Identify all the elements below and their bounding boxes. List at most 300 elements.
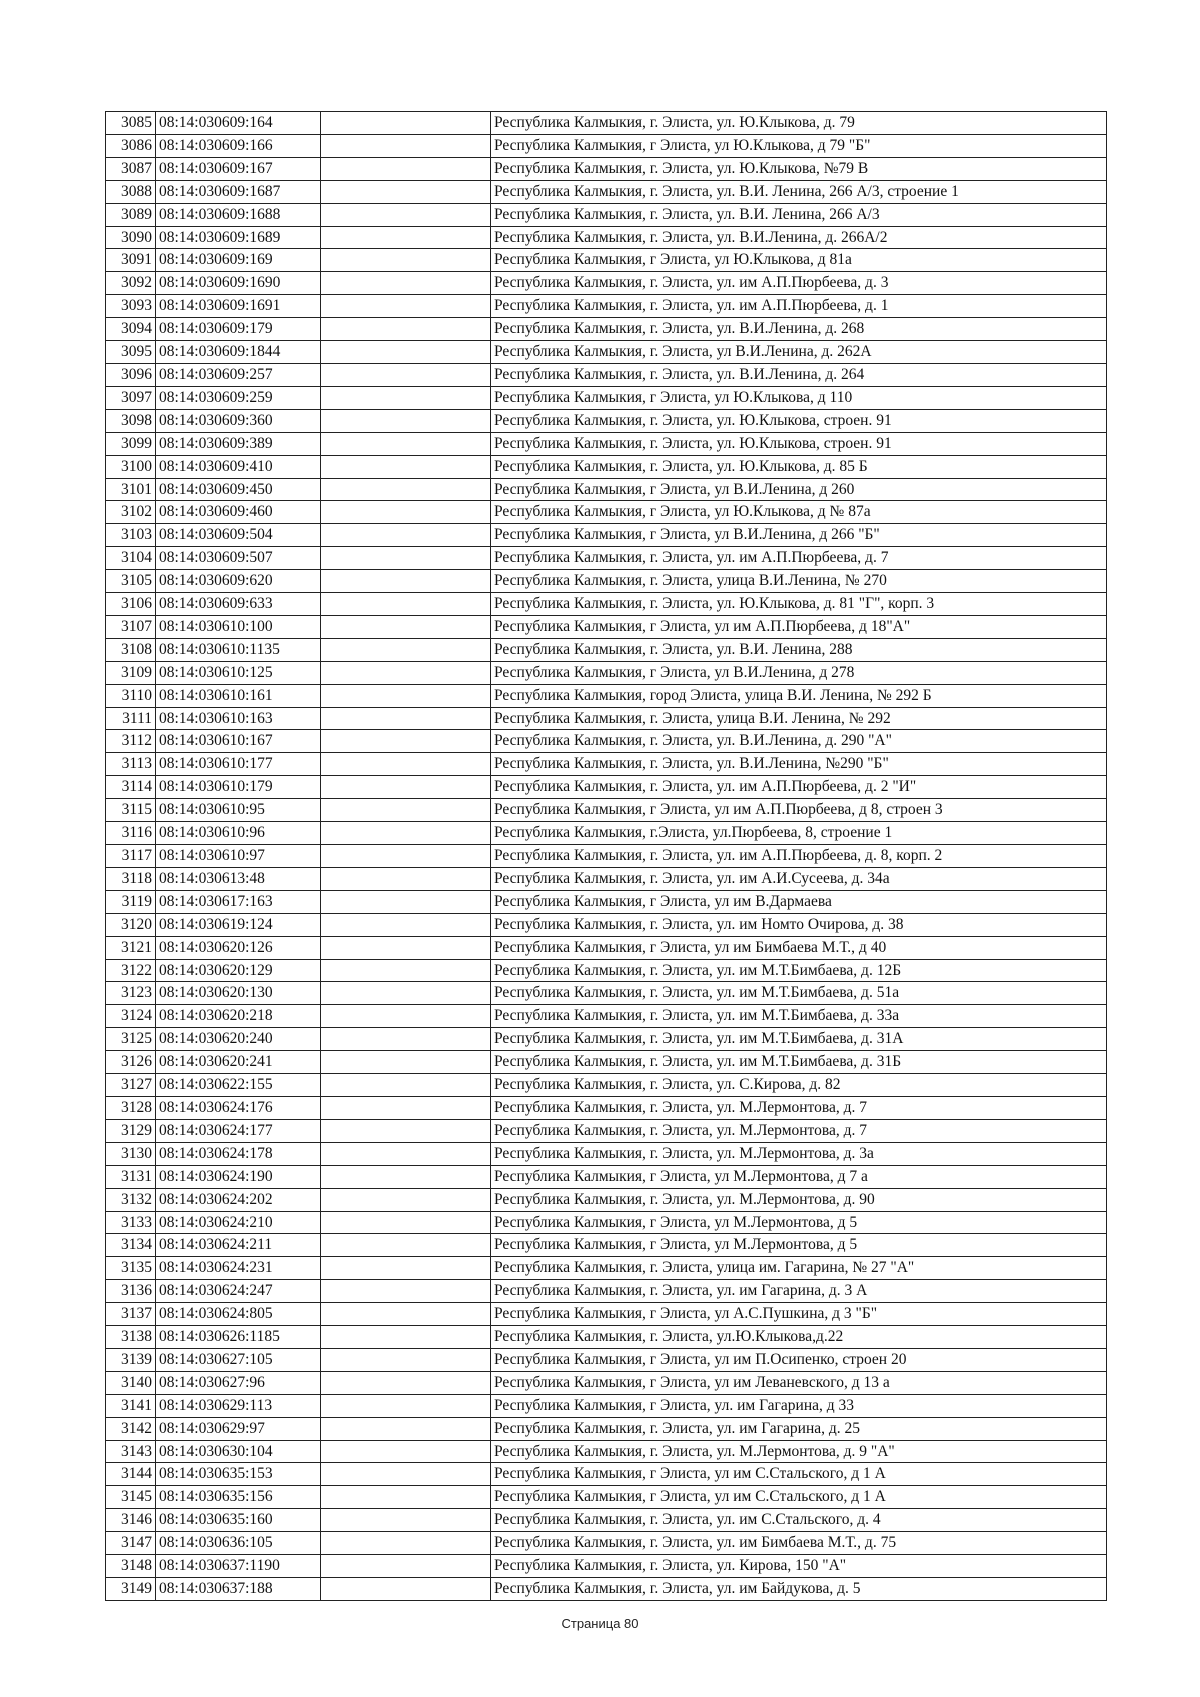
empty-cell — [321, 272, 491, 295]
address-cell: Республика Калмыкия, г Элиста, ул им С.Стальского, д 1 А — [491, 1486, 1107, 1509]
table-row — [106, 1578, 1107, 1601]
empty-cell — [321, 1417, 491, 1440]
empty-cell — [321, 203, 491, 226]
empty-cell — [321, 1028, 491, 1051]
empty-cell — [321, 432, 491, 455]
cadastral-number-cell: 08:14:030610:177 — [156, 753, 321, 776]
empty-cell — [321, 890, 491, 913]
empty-cell — [321, 799, 491, 822]
table-row — [106, 1463, 1107, 1486]
empty-cell — [321, 501, 491, 524]
row-number-cell: 3097 — [106, 386, 156, 409]
cadastral-number-cell: 08:14:030609:169 — [156, 249, 321, 272]
cadastral-number-cell: 08:14:030609:257 — [156, 363, 321, 386]
table-row — [106, 615, 1107, 638]
address-cell: Республика Калмыкия, г. Элиста, ул. В.И.Ленина, д. 264 — [491, 363, 1107, 386]
empty-cell — [321, 341, 491, 364]
table-row — [106, 455, 1107, 478]
address-cell: Республика Калмыкия, г Элиста, ул М.Лермонтова, д 7 а — [491, 1165, 1107, 1188]
empty-cell — [321, 1440, 491, 1463]
empty-cell — [321, 753, 491, 776]
empty-cell — [321, 1051, 491, 1074]
table-row — [106, 112, 1107, 135]
address-cell: Республика Калмыкия, г Элиста, ул. им Гагарина, д 33 — [491, 1394, 1107, 1417]
address-cell: Республика Калмыкия, г.Элиста, ул.Пюрбеева, 8, строение 1 — [491, 822, 1107, 845]
row-number-cell: 3120 — [106, 913, 156, 936]
row-number-cell: 3088 — [106, 180, 156, 203]
table-row — [106, 1509, 1107, 1532]
address-cell: Республика Калмыкия, г. Элиста, ул. им Номто Очирова, д. 38 — [491, 913, 1107, 936]
cadastral-number-cell: 08:14:030609:620 — [156, 570, 321, 593]
row-number-cell: 3133 — [106, 1211, 156, 1234]
table-row — [106, 272, 1107, 295]
empty-cell — [321, 318, 491, 341]
table-row — [106, 1486, 1107, 1509]
cadastral-number-cell: 08:14:030622:155 — [156, 1074, 321, 1097]
cadastral-number-cell: 08:14:030609:1691 — [156, 295, 321, 318]
row-number-cell: 3137 — [106, 1303, 156, 1326]
row-number-cell: 3129 — [106, 1119, 156, 1142]
cadastral-number-cell: 08:14:030609:166 — [156, 134, 321, 157]
cadastral-number-cell: 08:14:030610:97 — [156, 845, 321, 868]
empty-cell — [321, 959, 491, 982]
empty-cell — [321, 1463, 491, 1486]
table-row — [106, 684, 1107, 707]
address-cell: Республика Калмыкия, г Элиста, ул им П.Осипенко, строен 20 — [491, 1348, 1107, 1371]
table-row — [106, 1211, 1107, 1234]
row-number-cell: 3099 — [106, 432, 156, 455]
address-cell: Республика Калмыкия, г Элиста, ул В.И.Ленина, д 260 — [491, 478, 1107, 501]
empty-cell — [321, 1326, 491, 1349]
row-number-cell: 3121 — [106, 936, 156, 959]
address-cell: Республика Калмыкия, г. Элиста, ул. им М.Т.Бимбаева, д. 33а — [491, 1005, 1107, 1028]
empty-cell — [321, 1211, 491, 1234]
address-cell: Республика Калмыкия, г. Элиста, ул. им Гагарина, д. 25 — [491, 1417, 1107, 1440]
address-cell: Республика Калмыкия, г. Элиста, ул. им С.Стальского, д. 4 — [491, 1509, 1107, 1532]
row-number-cell: 3090 — [106, 226, 156, 249]
address-cell: Республика Калмыкия, г. Элиста, ул. Ю.Клыкова, строен. 91 — [491, 432, 1107, 455]
table-row — [106, 661, 1107, 684]
address-cell: Республика Калмыкия, г. Элиста, улица им. Гагарина, № 27 "А" — [491, 1257, 1107, 1280]
cadastral-number-cell: 08:14:030624:210 — [156, 1211, 321, 1234]
cadastral-number-cell: 08:14:030636:105 — [156, 1532, 321, 1555]
cadastral-number-cell: 08:14:030637:188 — [156, 1578, 321, 1601]
address-cell: Республика Калмыкия, г Элиста, ул им С.Стальского, д 1 А — [491, 1463, 1107, 1486]
table-row — [106, 1165, 1107, 1188]
row-number-cell: 3102 — [106, 501, 156, 524]
row-number-cell: 3149 — [106, 1578, 156, 1601]
row-number-cell: 3143 — [106, 1440, 156, 1463]
table-row — [106, 776, 1107, 799]
cadastral-number-cell: 08:14:030609:1688 — [156, 203, 321, 226]
cadastral-number-cell: 08:14:030619:124 — [156, 913, 321, 936]
table-row — [106, 547, 1107, 570]
table-row — [106, 1371, 1107, 1394]
table-row — [106, 799, 1107, 822]
cadastral-number-cell: 08:14:030635:153 — [156, 1463, 321, 1486]
row-number-cell: 3128 — [106, 1096, 156, 1119]
row-number-cell: 3130 — [106, 1142, 156, 1165]
empty-cell — [321, 478, 491, 501]
empty-cell — [321, 1348, 491, 1371]
address-cell: Республика Калмыкия, г Элиста, ул В.И.Ленина, д 278 — [491, 661, 1107, 684]
address-cell: Республика Калмыкия, г. Элиста, ул В.И.Ленина, д. 262А — [491, 341, 1107, 364]
cadastral-number-cell: 08:14:030609:164 — [156, 112, 321, 135]
empty-cell — [321, 936, 491, 959]
address-cell: Республика Калмыкия, г. Элиста, ул. им М.Т.Бимбаева, д. 31Б — [491, 1051, 1107, 1074]
row-number-cell: 3139 — [106, 1348, 156, 1371]
row-number-cell: 3103 — [106, 524, 156, 547]
row-number-cell: 3134 — [106, 1234, 156, 1257]
row-number-cell: 3110 — [106, 684, 156, 707]
cadastral-number-cell: 08:14:030609:507 — [156, 547, 321, 570]
table-row — [106, 867, 1107, 890]
cadastral-number-cell: 08:14:030635:160 — [156, 1509, 321, 1532]
table-row — [106, 409, 1107, 432]
row-number-cell: 3116 — [106, 822, 156, 845]
table-row — [106, 753, 1107, 776]
cadastral-number-cell: 08:14:030610:100 — [156, 615, 321, 638]
cadastral-number-cell: 08:14:030609:633 — [156, 593, 321, 616]
table-row — [106, 1532, 1107, 1555]
address-cell: Республика Калмыкия, г. Элиста, ул. им М.Т.Бимбаева, д. 31А — [491, 1028, 1107, 1051]
cadastral-number-cell: 08:14:030629:97 — [156, 1417, 321, 1440]
cadastral-number-cell: 08:14:030613:48 — [156, 867, 321, 890]
table-row — [106, 157, 1107, 180]
row-number-cell: 3125 — [106, 1028, 156, 1051]
row-number-cell: 3094 — [106, 318, 156, 341]
empty-cell — [321, 913, 491, 936]
empty-cell — [321, 593, 491, 616]
row-number-cell: 3141 — [106, 1394, 156, 1417]
empty-cell — [321, 1188, 491, 1211]
cadastral-number-cell: 08:14:030624:805 — [156, 1303, 321, 1326]
address-cell: Республика Калмыкия, г. Элиста, ул. им А.П.Пюрбеева, д. 8, корп. 2 — [491, 845, 1107, 868]
cadastral-number-cell: 08:14:030609:460 — [156, 501, 321, 524]
cadastral-number-cell: 08:14:030627:105 — [156, 1348, 321, 1371]
empty-cell — [321, 845, 491, 868]
row-number-cell: 3113 — [106, 753, 156, 776]
table-row — [106, 180, 1107, 203]
empty-cell — [321, 1578, 491, 1601]
empty-cell — [321, 1555, 491, 1578]
row-number-cell: 3112 — [106, 730, 156, 753]
row-number-cell: 3096 — [106, 363, 156, 386]
row-number-cell: 3117 — [106, 845, 156, 868]
address-cell: Республика Калмыкия, г. Элиста, улица В.И.Ленина, № 270 — [491, 570, 1107, 593]
table-row — [106, 432, 1107, 455]
cadastral-number-cell: 08:14:030635:156 — [156, 1486, 321, 1509]
row-number-cell: 3115 — [106, 799, 156, 822]
cadastral-number-cell: 08:14:030624:177 — [156, 1119, 321, 1142]
address-cell: Республика Калмыкия, г. Элиста, ул. им А.П.Пюрбеева, д. 7 — [491, 547, 1107, 570]
table-row — [106, 249, 1107, 272]
table-row — [106, 1028, 1107, 1051]
table-row — [106, 1257, 1107, 1280]
address-cell: Республика Калмыкия, г. Элиста, ул. Ю.Клыкова, строен. 91 — [491, 409, 1107, 432]
cadastral-number-cell: 08:14:030610:95 — [156, 799, 321, 822]
table-row — [106, 707, 1107, 730]
empty-cell — [321, 1394, 491, 1417]
table-row — [106, 1234, 1107, 1257]
address-cell: Республика Калмыкия, г. Элиста, ул. В.И.Ленина, д. 266А/2 — [491, 226, 1107, 249]
cadastral-number-cell: 08:14:030609:1844 — [156, 341, 321, 364]
empty-cell — [321, 1005, 491, 1028]
table-row — [106, 1394, 1107, 1417]
row-number-cell: 3118 — [106, 867, 156, 890]
row-number-cell: 3142 — [106, 1417, 156, 1440]
row-number-cell: 3086 — [106, 134, 156, 157]
address-cell: Республика Калмыкия, г Элиста, ул А.С.Пушкина, д 3 "Б" — [491, 1303, 1107, 1326]
table-row — [106, 1555, 1107, 1578]
cadastral-number-cell: 08:14:030637:1190 — [156, 1555, 321, 1578]
cadastral-number-cell: 08:14:030620:126 — [156, 936, 321, 959]
table-row — [106, 1005, 1107, 1028]
empty-cell — [321, 1509, 491, 1532]
cadastral-number-cell: 08:14:030609:179 — [156, 318, 321, 341]
empty-cell — [321, 867, 491, 890]
empty-cell — [321, 1074, 491, 1097]
address-cell: Республика Калмыкия, г Элиста, ул М.Лермонтова, д 5 — [491, 1234, 1107, 1257]
address-cell: Республика Калмыкия, г Элиста, ул им В.Дармаева — [491, 890, 1107, 913]
address-cell: Республика Калмыкия, г Элиста, ул Ю.Клыкова, д 81а — [491, 249, 1107, 272]
table-row — [106, 845, 1107, 868]
empty-cell — [321, 684, 491, 707]
table-row — [106, 501, 1107, 524]
empty-cell — [321, 615, 491, 638]
empty-cell — [321, 112, 491, 135]
empty-cell — [321, 1486, 491, 1509]
table-row — [106, 1280, 1107, 1303]
cadastral-number-cell: 08:14:030610:96 — [156, 822, 321, 845]
row-number-cell: 3109 — [106, 661, 156, 684]
cadastral-number-cell: 08:14:030610:161 — [156, 684, 321, 707]
row-number-cell: 3114 — [106, 776, 156, 799]
table-row — [106, 1440, 1107, 1463]
table-row — [106, 1119, 1107, 1142]
table-row — [106, 1303, 1107, 1326]
table-row — [106, 913, 1107, 936]
empty-cell — [321, 157, 491, 180]
row-number-cell: 3101 — [106, 478, 156, 501]
row-number-cell: 3107 — [106, 615, 156, 638]
table-row — [106, 593, 1107, 616]
row-number-cell: 3124 — [106, 1005, 156, 1028]
table-row — [106, 226, 1107, 249]
cadastral-number-cell: 08:14:030620:130 — [156, 982, 321, 1005]
row-number-cell: 3092 — [106, 272, 156, 295]
table-row — [106, 1348, 1107, 1371]
address-cell: Республика Калмыкия, г Элиста, ул им А.П.Пюрбеева, д 18"А" — [491, 615, 1107, 638]
address-cell: Республика Калмыкия, г. Элиста, ул. им Бимбаева М.Т., д. 75 — [491, 1532, 1107, 1555]
table-row — [106, 524, 1107, 547]
row-number-cell: 3144 — [106, 1463, 156, 1486]
address-cell: Республика Калмыкия, г. Элиста, ул. им М.Т.Бимбаева, д. 12Б — [491, 959, 1107, 982]
address-cell: Республика Калмыкия, г. Элиста, ул. им А.П.Пюрбеева, д. 3 — [491, 272, 1107, 295]
address-cell: Республика Калмыкия, г. Элиста, ул. В.И.Ленина, д. 268 — [491, 318, 1107, 341]
address-cell: Республика Калмыкия, г. Элиста, ул. им М.Т.Бимбаева, д. 51а — [491, 982, 1107, 1005]
row-number-cell: 3098 — [106, 409, 156, 432]
address-cell: Республика Калмыкия, г. Элиста, ул. им А.П.Пюрбеева, д. 2 "И" — [491, 776, 1107, 799]
empty-cell — [321, 1303, 491, 1326]
empty-cell — [321, 455, 491, 478]
row-number-cell: 3148 — [106, 1555, 156, 1578]
empty-cell — [321, 638, 491, 661]
empty-cell — [321, 1119, 491, 1142]
table-row — [106, 1142, 1107, 1165]
cadastral-number-cell: 08:14:030609:389 — [156, 432, 321, 455]
cadastral-number-cell: 08:14:030620:129 — [156, 959, 321, 982]
empty-cell — [321, 249, 491, 272]
address-cell: Республика Калмыкия, г. Элиста, улица В.И. Ленина, № 292 — [491, 707, 1107, 730]
address-cell: Республика Калмыкия, г. Элиста, ул. М.Лермонтова, д. 7 — [491, 1096, 1107, 1119]
row-number-cell: 3135 — [106, 1257, 156, 1280]
table-row — [106, 318, 1107, 341]
row-number-cell: 3089 — [106, 203, 156, 226]
row-number-cell: 3145 — [106, 1486, 156, 1509]
table-row — [106, 1188, 1107, 1211]
row-number-cell: 3100 — [106, 455, 156, 478]
row-number-cell: 3093 — [106, 295, 156, 318]
table-row — [106, 822, 1107, 845]
table-row — [106, 134, 1107, 157]
cadastral-number-cell: 08:14:030629:113 — [156, 1394, 321, 1417]
empty-cell — [321, 1165, 491, 1188]
address-cell: Республика Калмыкия, г. Элиста, ул. В.И. Ленина, 266 А/3, строение 1 — [491, 180, 1107, 203]
address-cell: Республика Калмыкия, г Элиста, ул В.И.Ленина, д 266 "Б" — [491, 524, 1107, 547]
address-cell: Республика Калмыкия, г. Элиста, ул.Ю.Клыкова,д.22 — [491, 1326, 1107, 1349]
cadastral-number-cell: 08:14:030609:450 — [156, 478, 321, 501]
table-row — [106, 341, 1107, 364]
table-row — [106, 295, 1107, 318]
table-row — [106, 386, 1107, 409]
cadastral-number-cell: 08:14:030609:167 — [156, 157, 321, 180]
empty-cell — [321, 180, 491, 203]
empty-cell — [321, 134, 491, 157]
address-cell: Республика Калмыкия, г. Элиста, ул. Ю.Клыкова, д. 81 "Г", корп. 3 — [491, 593, 1107, 616]
cadastral-number-cell: 08:14:030624:176 — [156, 1096, 321, 1119]
row-number-cell: 3131 — [106, 1165, 156, 1188]
cadastral-number-cell: 08:14:030609:360 — [156, 409, 321, 432]
address-cell: Республика Калмыкия, г. Элиста, ул. Ю.Клыкова, д. 85 Б — [491, 455, 1107, 478]
page-footer: Страница 80 — [561, 1616, 639, 1631]
row-number-cell: 3146 — [106, 1509, 156, 1532]
empty-cell — [321, 776, 491, 799]
empty-cell — [321, 363, 491, 386]
address-cell: Республика Калмыкия, г. Элиста, ул. Ю.Клыкова, д. 79 — [491, 112, 1107, 135]
cadastral-number-cell: 08:14:030624:190 — [156, 1165, 321, 1188]
row-number-cell: 3108 — [106, 638, 156, 661]
row-number-cell: 3085 — [106, 112, 156, 135]
cadastral-number-cell: 08:14:030620:241 — [156, 1051, 321, 1074]
empty-cell — [321, 570, 491, 593]
row-number-cell: 3111 — [106, 707, 156, 730]
row-number-cell: 3091 — [106, 249, 156, 272]
row-number-cell: 3104 — [106, 547, 156, 570]
empty-cell — [321, 730, 491, 753]
row-number-cell: 3127 — [106, 1074, 156, 1097]
empty-cell — [321, 822, 491, 845]
empty-cell — [321, 1142, 491, 1165]
empty-cell — [321, 1280, 491, 1303]
row-number-cell: 3136 — [106, 1280, 156, 1303]
cadastral-number-cell: 08:14:030617:163 — [156, 890, 321, 913]
cadastral-number-cell: 08:14:030624:178 — [156, 1142, 321, 1165]
address-cell: Республика Калмыкия, г Элиста, ул им Леваневского, д 13 а — [491, 1371, 1107, 1394]
registry-table — [105, 111, 1107, 1601]
row-number-cell: 3119 — [106, 890, 156, 913]
cadastral-number-cell: 08:14:030624:247 — [156, 1280, 321, 1303]
table-row — [106, 570, 1107, 593]
address-cell: Республика Калмыкия, г. Элиста, ул. им А.П.Пюрбеева, д. 1 — [491, 295, 1107, 318]
cadastral-number-cell: 08:14:030610:163 — [156, 707, 321, 730]
address-cell: Республика Калмыкия, г. Элиста, ул. М.Лермонтова, д. 90 — [491, 1188, 1107, 1211]
address-cell: Республика Калмыкия, г. Элиста, ул. С.Кирова, д. 82 — [491, 1074, 1107, 1097]
cadastral-number-cell: 08:14:030610:125 — [156, 661, 321, 684]
table-row — [106, 363, 1107, 386]
row-number-cell: 3138 — [106, 1326, 156, 1349]
empty-cell — [321, 1371, 491, 1394]
empty-cell — [321, 707, 491, 730]
row-number-cell: 3140 — [106, 1371, 156, 1394]
row-number-cell: 3126 — [106, 1051, 156, 1074]
row-number-cell: 3147 — [106, 1532, 156, 1555]
address-cell: Республика Калмыкия, г Элиста, ул Ю.Клыкова, д № 87а — [491, 501, 1107, 524]
address-cell: Республика Калмыкия, г. Элиста, ул. В.И. Ленина, 288 — [491, 638, 1107, 661]
address-cell: Республика Калмыкия, г. Элиста, ул. В.И.Ленина, №290 "Б" — [491, 753, 1107, 776]
cadastral-number-cell: 08:14:030627:96 — [156, 1371, 321, 1394]
address-cell: Республика Калмыкия, г. Элиста, ул. В.И. Ленина, 266 А/3 — [491, 203, 1107, 226]
address-cell: Республика Калмыкия, г. Элиста, ул. Кирова, 150 "А" — [491, 1555, 1107, 1578]
cadastral-number-cell: 08:14:030609:1687 — [156, 180, 321, 203]
table-row — [106, 890, 1107, 913]
address-cell: Республика Калмыкия, г. Элиста, ул. М.Лермонтова, д. 9 "А" — [491, 1440, 1107, 1463]
address-cell: Республика Калмыкия, г. Элиста, ул. им А.И.Сусеева, д. 34а — [491, 867, 1107, 890]
empty-cell — [321, 524, 491, 547]
row-number-cell: 3122 — [106, 959, 156, 982]
cadastral-number-cell: 08:14:030630:104 — [156, 1440, 321, 1463]
address-cell: Республика Калмыкия, г Элиста, ул Ю.Клыкова, д 79 "Б" — [491, 134, 1107, 157]
cadastral-number-cell: 08:14:030609:1690 — [156, 272, 321, 295]
cadastral-number-cell: 08:14:030620:240 — [156, 1028, 321, 1051]
cadastral-number-cell: 08:14:030610:1135 — [156, 638, 321, 661]
row-number-cell: 3132 — [106, 1188, 156, 1211]
empty-cell — [321, 409, 491, 432]
table-row — [106, 478, 1107, 501]
row-number-cell: 3106 — [106, 593, 156, 616]
cadastral-number-cell: 08:14:030609:259 — [156, 386, 321, 409]
table-row — [106, 1074, 1107, 1097]
empty-cell — [321, 1257, 491, 1280]
empty-cell — [321, 1532, 491, 1555]
cadastral-number-cell: 08:14:030624:231 — [156, 1257, 321, 1280]
empty-cell — [321, 226, 491, 249]
registry-table-body — [106, 112, 1107, 1601]
address-cell: Республика Калмыкия, г Элиста, ул им Бимбаева М.Т., д 40 — [491, 936, 1107, 959]
cadastral-number-cell: 08:14:030609:1689 — [156, 226, 321, 249]
row-number-cell: 3095 — [106, 341, 156, 364]
address-cell: Республика Калмыкия, г. Элиста, ул. В.И.Ленина, д. 290 "А" — [491, 730, 1107, 753]
table-row — [106, 1417, 1107, 1440]
table-row — [106, 936, 1107, 959]
empty-cell — [321, 1096, 491, 1119]
address-cell: Республика Калмыкия, город Элиста, улица В.И. Ленина, № 292 Б — [491, 684, 1107, 707]
cadastral-number-cell: 08:14:030624:202 — [156, 1188, 321, 1211]
empty-cell — [321, 1234, 491, 1257]
address-cell: Республика Калмыкия, г. Элиста, ул. Ю.Клыкова, №79 В — [491, 157, 1107, 180]
address-cell: Республика Калмыкия, г. Элиста, ул. им Гагарина, д. 3 А — [491, 1280, 1107, 1303]
cadastral-number-cell: 08:14:030609:504 — [156, 524, 321, 547]
